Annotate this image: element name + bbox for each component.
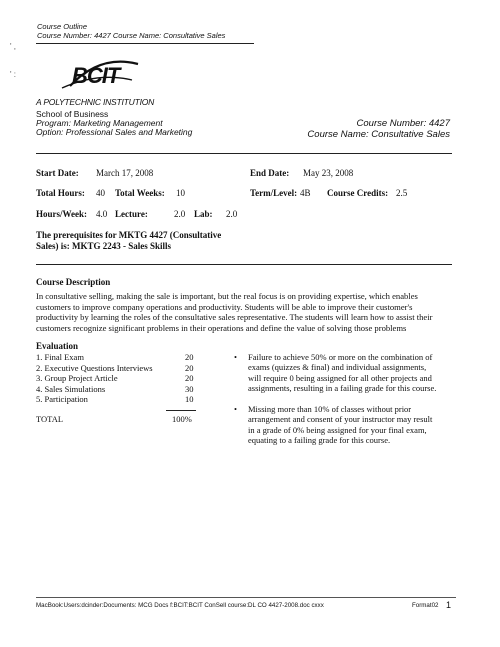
course-name: Course Name: Consultative Sales: [307, 129, 450, 140]
evaluation-list: [36, 352, 226, 405]
logo-text: BCIT: [72, 63, 120, 88]
evaluation-item-name: 2. Executive Questions Interviews: [36, 362, 153, 373]
description-line: In consultative selling, making the sale is important, but the real focus is on providing expertise, which enables: [36, 291, 418, 301]
start-date-value: March 17, 2008: [96, 168, 154, 178]
margin-mark: ' :: [10, 70, 16, 79]
term-level-label: Term/Level:: [250, 188, 298, 198]
bullet-icon: •: [234, 404, 237, 414]
evaluation-heading: Evaluation: [36, 341, 79, 351]
evaluation-item: [36, 373, 226, 384]
evaluation-item-name: 1. Final Exam: [36, 352, 84, 362]
evaluation-item-name: 4. Sales Simulations: [36, 383, 106, 394]
hours-week-label: Hours/Week:: [36, 209, 87, 219]
policy-note: [234, 404, 459, 445]
option-name: Option: Professional Sales and Marketing: [36, 127, 193, 137]
policy-note-line: arrangement and consent of your instructor may result: [248, 414, 433, 425]
evaluation-item-value: 10: [185, 394, 194, 404]
section-divider: [36, 153, 452, 154]
margin-mark: ' ,: [10, 42, 16, 51]
policy-note-line: assignments, resulting in a failing grade for this course.: [248, 382, 437, 393]
footer-divider: [36, 597, 456, 598]
bcit-logo: [60, 58, 140, 92]
description-heading: Course Description: [36, 277, 111, 287]
evaluation-item: [36, 384, 226, 395]
total-weeks-label: Total Weeks:: [115, 188, 165, 198]
school-name: School of Business: [36, 109, 109, 119]
description-line: productivity by learning the roles of the consultative sales representative. The students will learn how to assist their: [36, 312, 433, 323]
evaluation-item: [36, 352, 226, 363]
footer-file-path: MacBook:Users:dcinder:Documents: MCG Docs f:BCIT:BCIT ConSell course:DL CO 4427-2008.doc cxxx: [36, 602, 324, 609]
bullet-icon: •: [234, 352, 237, 362]
policy-note-line: equating to a failing grade for this course.: [248, 434, 391, 445]
lab-value: 2.0: [226, 209, 238, 219]
total-hours-label: Total Hours:: [36, 188, 85, 198]
policy-note: [234, 352, 459, 393]
start-date-label: Start Date:: [36, 168, 79, 178]
header-title: Course Outline: [37, 22, 88, 31]
evaluation-item-value: 20: [185, 352, 194, 362]
policy-note-line: in a grade of 0% being assigned for your final exam,: [248, 424, 427, 435]
policy-note-line: Failure to achieve 50% or more on the combination of: [248, 352, 433, 362]
program-name: Program: Marketing Management: [36, 118, 163, 128]
evaluation-item-name: 5. Participation: [36, 394, 88, 404]
course-number: Course Number: 4427: [356, 118, 450, 129]
prerequisites-line2: Sales) is: MKTG 2243 - Sales Skills: [36, 241, 172, 251]
lecture-value: 2.0: [174, 209, 186, 219]
description-body: [36, 291, 456, 333]
hours-week-value: 4.0: [96, 209, 108, 219]
end-date-value: May 23, 2008: [303, 168, 354, 178]
total-weeks-value: 10: [176, 188, 185, 198]
footer-format: Format02: [412, 602, 439, 609]
evaluation-item-value: 20: [185, 362, 194, 373]
end-date-label: End Date:: [250, 168, 290, 178]
term-level-value: 4B: [300, 188, 311, 198]
evaluation-item-value: 20: [185, 373, 194, 383]
evaluation-item-name: 3. Group Project Article: [36, 373, 118, 383]
institution-tagline: A POLYTECHNIC INSTITUTION: [36, 97, 155, 107]
description-line: customers recognize significant problems in their operations and define the value of solving those problems: [36, 322, 407, 333]
total-hours-value: 40: [96, 188, 105, 198]
lecture-label: Lecture:: [115, 209, 148, 219]
description-line: customers to improve company operations and productivity. Students will be able to improve their customer's: [36, 301, 413, 312]
policy-note-line: exams (quizzes & final) and individual assignments,: [248, 362, 427, 373]
section-divider: [36, 264, 452, 265]
total-value: 100%: [172, 414, 192, 424]
header-course-line: Course Number: 4427 Course Name: Consultative Sales: [37, 31, 226, 40]
course-credits-label: Course Credits:: [327, 188, 389, 198]
lab-label: Lab:: [194, 209, 213, 219]
evaluation-item: [36, 394, 226, 405]
evaluation-item: [36, 363, 226, 374]
policy-note-line: will require 0 being assigned for all other projects and: [248, 372, 432, 383]
total-label: TOTAL: [36, 414, 64, 424]
prerequisites-line1: The prerequisites for MKTG 4427 (Consultative: [36, 230, 222, 240]
header-divider: [36, 43, 254, 44]
course-credits-value: 2.5: [396, 188, 408, 198]
evaluation-item-value: 30: [185, 383, 194, 394]
page-number: 1: [446, 600, 452, 610]
total-rule: [166, 410, 196, 411]
policy-note-line: Missing more than 10% of classes without prior: [248, 404, 412, 414]
